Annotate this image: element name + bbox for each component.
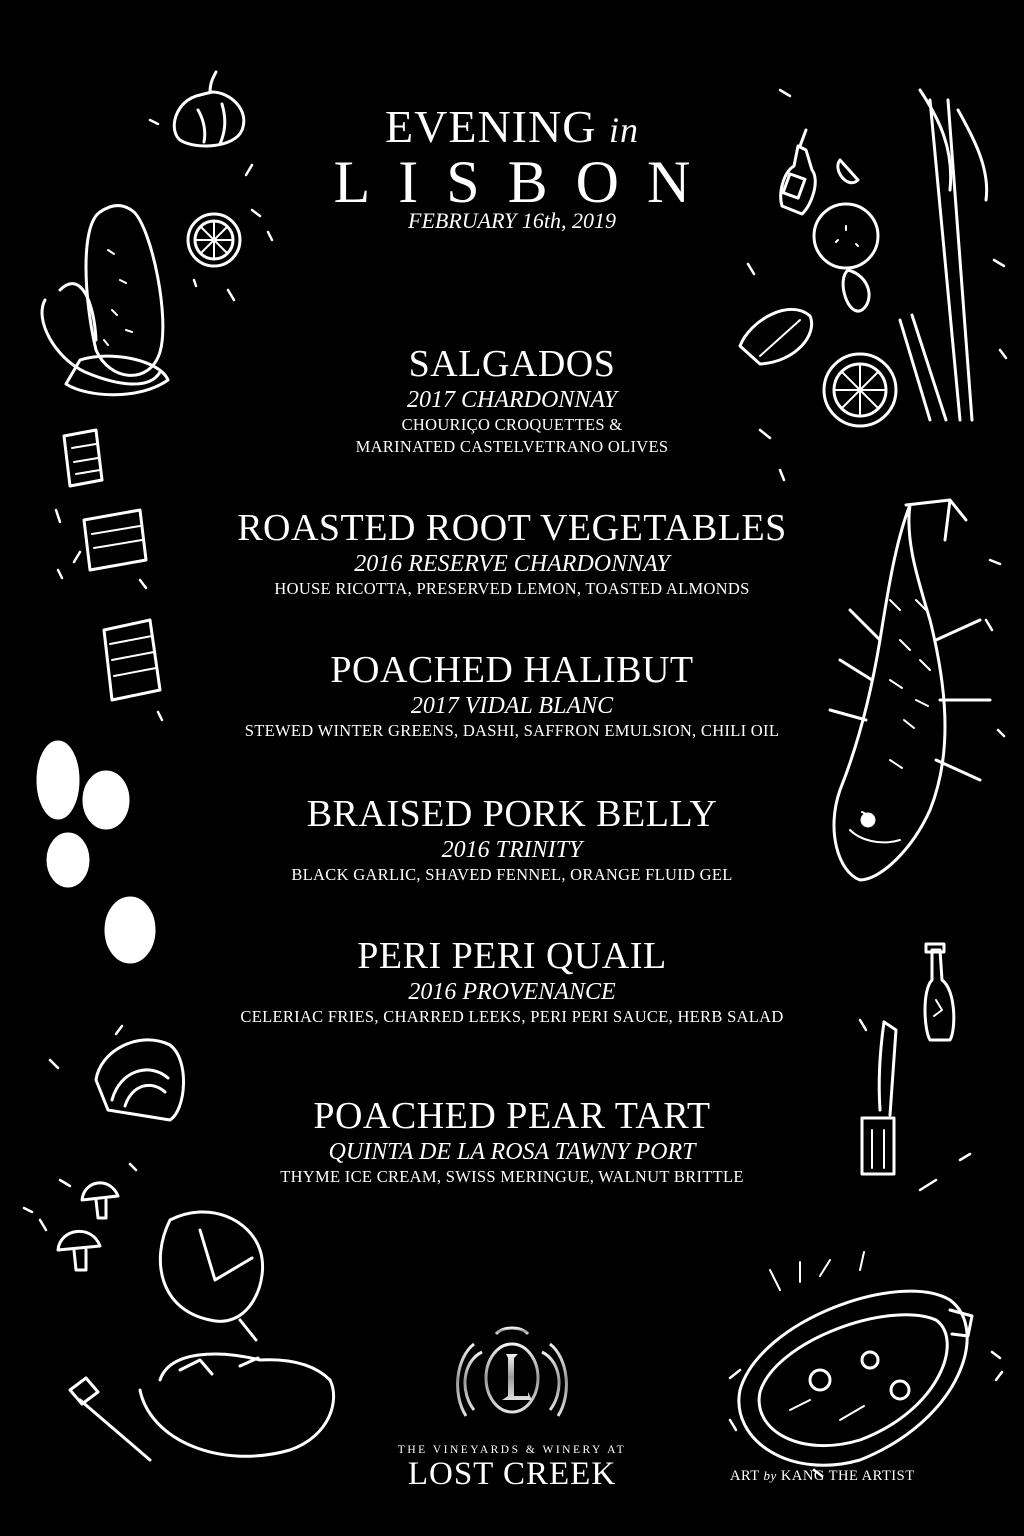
course-description: CELERIAC FRIES, CHARRED LEEKS, PERI PERI SAUCE, HERB SALAD (240, 1007, 784, 1026)
course-description: STEWED WINTER GREENS, DASHI, SAFFRON EMULSION, CHILI OIL (244, 721, 780, 740)
event-date: FEBRUARY 16th, 2019 (408, 208, 616, 233)
title-in-word: in (608, 110, 639, 150)
course-description: THYME ICE CREAM, SWISS MERINGUE, WALNUT BRITTLE (280, 1167, 744, 1186)
scatter-marks (24, 90, 1006, 1476)
credit-by: by (763, 1468, 777, 1483)
course-wine: 2016 TRINITY (441, 837, 583, 863)
course-name: ROASTED ROOT VEGETABLES (237, 507, 787, 549)
credit-artist: KANG THE ARTIST (780, 1468, 915, 1484)
title-city: LISBON (333, 149, 719, 215)
bowl-illustration (70, 1354, 334, 1460)
course-wine: 2016 RESERVE CHARDONNAY (354, 551, 670, 577)
course-name: PERI PERI QUAIL (357, 935, 667, 977)
course-description: BLACK GARLIC, SHAVED FENNEL, ORANGE FLUID GEL (291, 865, 733, 884)
course-5 (0, 934, 1024, 1028)
course-description: HOUSE RICOTTA, PRESERVED LEMON, TOASTED ALMONDS (274, 579, 750, 598)
course-name: BRAISED PORK BELLY (306, 793, 718, 835)
course-description: CHOURIÇO CROQUETTES & (401, 415, 623, 434)
course-wine: QUINTA DE LA ROSA TAWNY PORT (328, 1139, 696, 1165)
course-wine: 2016 PROVENANCE (408, 979, 616, 1005)
artist-credit (730, 1468, 915, 1485)
course-name: POACHED HALIBUT (330, 649, 694, 691)
whole-onion-illustration (160, 1212, 262, 1340)
winery-logo (452, 1322, 572, 1422)
title-evening-word: EVENING (385, 101, 597, 152)
course-6 (0, 1094, 1024, 1188)
course-1 (0, 342, 1024, 458)
winery-logo-mark (452, 1322, 572, 1422)
course-wine: 2017 VIDAL BLANC (410, 693, 614, 719)
course-description: MARINATED CASTELVETRANO OLIVES (355, 437, 669, 456)
mushroom-illustration (58, 1183, 118, 1270)
course-4 (0, 792, 1024, 886)
title-evening (0, 100, 1024, 153)
paella-pan-illustration (739, 1252, 972, 1465)
course-2 (0, 506, 1024, 600)
course-3 (0, 648, 1024, 742)
course-name: POACHED PEAR TART (313, 1095, 711, 1137)
credit-art: ART (730, 1468, 760, 1484)
course-wine: 2017 CHARDONNAY (406, 387, 618, 413)
winery-tagline: THE VINEYARDS & WINERY AT (397, 1444, 627, 1456)
winery-name: LOST CREEK (407, 1456, 617, 1492)
course-name: SALGADOS (408, 343, 616, 385)
